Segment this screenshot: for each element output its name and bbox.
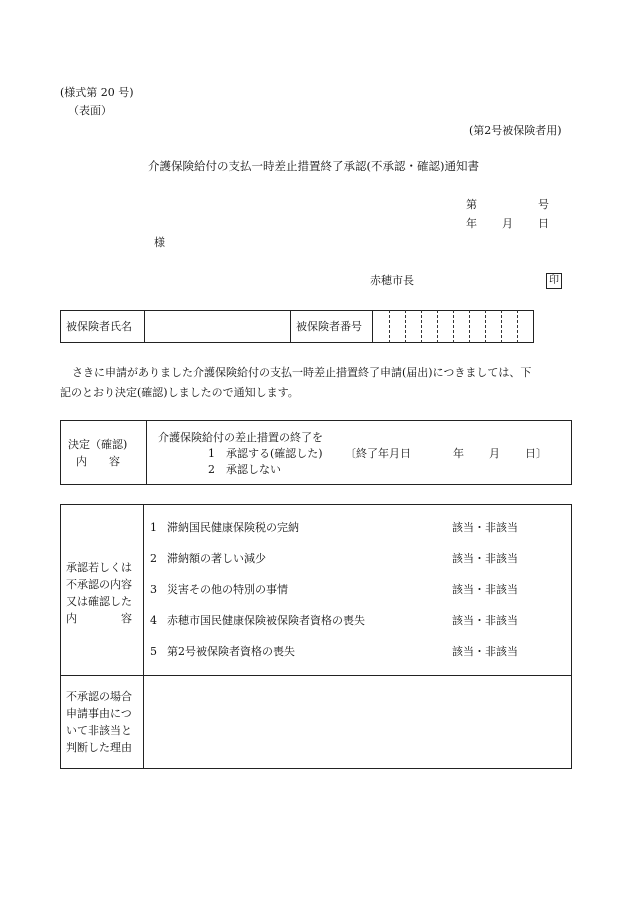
page-title: 介護保険給付の支払一時差止措置終了承認(不承認・確認)通知書 (148, 159, 479, 173)
approval-item-4-text: 赤穂市国民健康保険被保険者資格の喪失 (167, 614, 365, 627)
doc-number-dai: 第 (466, 198, 477, 211)
body-text-line1: さきに申請がありました介護保険給付の支払一時差止措置終了申請(届出)につきましては、下 (72, 366, 532, 379)
approval-item-4-choice[interactable]: 該当・非該当 (452, 614, 518, 627)
body-text-line2: 記のとおり決定(確認)しましたので通知します。 (60, 386, 299, 399)
approval-item-2-num: 2 (150, 552, 157, 565)
insured-type: (第2号被保険者用) (469, 124, 562, 137)
reason-label-line: 申請事由につ (66, 707, 132, 720)
reason-field[interactable] (144, 676, 571, 768)
decision-label-line2: 内 容 (76, 455, 120, 468)
approval-label (66, 559, 132, 627)
date-month: 月 (502, 217, 513, 230)
decision-option-approve: 1 承認する(確認した) (208, 447, 323, 460)
approval-item-4-num: 4 (150, 614, 157, 627)
approval-item-5-text: 第2号被保険者資格の喪失 (167, 645, 295, 658)
reason-label-line: いて非該当と (66, 724, 132, 737)
end-date-label: 〔終了年月日 (345, 447, 411, 460)
approval-item-3-text: 災害その他の特別の事情 (167, 583, 288, 596)
doc-number-gou: 号 (538, 198, 549, 211)
decision-option-reject: 2 承認しない (208, 463, 281, 476)
insured-number-label: 被保険者番号 (296, 320, 362, 333)
approval-item-5-num: 5 (150, 645, 157, 658)
end-date-year: 年 (453, 447, 464, 460)
insured-name-label: 被保険者氏名 (66, 320, 132, 333)
reason-label-line: 不承認の場合 (66, 690, 132, 703)
approval-label-line: 不承認の内容 (66, 578, 132, 591)
approval-label-line: 内 容 (66, 612, 132, 625)
date-day: 日 (538, 217, 549, 230)
approval-item-3-choice[interactable]: 該当・非該当 (452, 583, 518, 596)
date-year: 年 (466, 217, 477, 230)
approval-item-2-text: 滞納額の著しい減少 (167, 552, 266, 565)
seal-mark: 印 (546, 273, 562, 289)
form-side: （表面） (68, 104, 112, 117)
approval-item-3-num: 3 (150, 583, 157, 596)
decision-label-line1: 決定（確認) (68, 438, 128, 451)
approval-item-5-choice[interactable]: 該当・非該当 (452, 645, 518, 658)
recipient-suffix: 様 (154, 236, 165, 249)
end-date-month: 月 (489, 447, 500, 460)
approval-label-line: 又は確認した (66, 595, 132, 608)
reason-label-line: 判断した理由 (66, 741, 132, 754)
approval-item-1-text: 滞納国民健康保険税の完納 (167, 521, 299, 534)
approval-label-line: 承認若しくは (66, 561, 132, 574)
approval-item-1-num: 1 (150, 521, 157, 534)
approval-item-1-choice[interactable]: 該当・非該当 (452, 521, 518, 534)
approval-item-2-choice[interactable]: 該当・非該当 (452, 552, 518, 565)
form-number: (様式第 20 号) (60, 86, 134, 99)
issuer-name: 赤穂市長 (370, 274, 414, 287)
decision-heading: 介護保険給付の差止措置の終了を (158, 431, 323, 444)
end-date-day: 日〕 (525, 447, 547, 460)
reason-label (66, 688, 132, 756)
